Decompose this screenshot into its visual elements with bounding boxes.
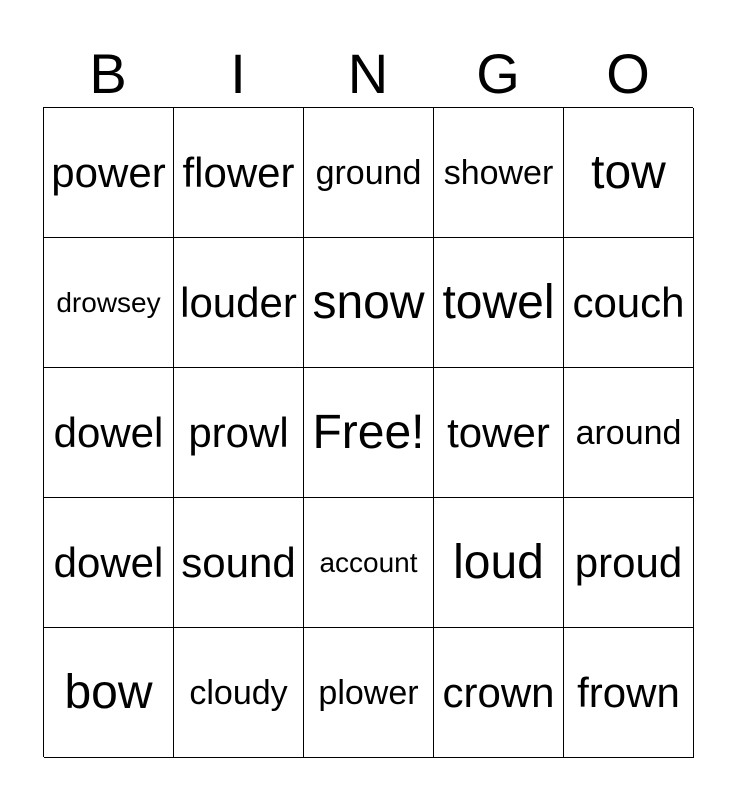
bingo-board xyxy=(43,107,693,757)
bingo-cell[interactable] xyxy=(564,498,694,628)
bingo-header xyxy=(43,40,693,108)
bingo-cell[interactable] xyxy=(304,498,434,628)
cell-word: snow xyxy=(312,275,425,329)
bingo-cell[interactable] xyxy=(434,108,564,238)
cell-word: plower xyxy=(318,673,419,712)
bingo-cell[interactable] xyxy=(174,238,304,368)
cell-word: drowsey xyxy=(56,286,161,318)
bingo-cell[interactable] xyxy=(174,368,304,498)
bingo-cell[interactable] xyxy=(44,628,174,758)
cell-word: cloudy xyxy=(189,673,288,712)
bingo-cell[interactable] xyxy=(44,108,174,238)
header-letter-o: O xyxy=(606,42,650,105)
bingo-cell[interactable] xyxy=(174,498,304,628)
header-letter-g: G xyxy=(476,42,520,105)
cell-word: shower xyxy=(443,153,554,192)
cell-word: couch xyxy=(572,278,685,326)
cell-word: frown xyxy=(577,668,680,716)
cell-word: tower xyxy=(447,408,550,456)
cell-word: flower xyxy=(182,148,295,196)
cell-word: power xyxy=(51,148,166,196)
cell-word: dowel xyxy=(53,538,164,586)
bingo-cell[interactable] xyxy=(44,238,174,368)
cell-word: dowel xyxy=(53,408,164,456)
bingo-cell[interactable] xyxy=(304,108,434,238)
free-space-label: Free! xyxy=(312,405,425,459)
header-letter-n: N xyxy=(347,42,389,105)
free-space-cell[interactable] xyxy=(304,368,434,498)
bingo-cell[interactable] xyxy=(304,238,434,368)
cell-word: ground xyxy=(315,153,422,192)
cell-word: towel xyxy=(442,275,555,329)
bingo-cell[interactable] xyxy=(304,628,434,758)
bingo-cell[interactable] xyxy=(564,108,694,238)
cell-word: crown xyxy=(442,668,555,716)
cell-word: bow xyxy=(64,665,153,719)
header-letter-b: B xyxy=(89,42,127,105)
bingo-cell[interactable] xyxy=(44,368,174,498)
bingo-cell[interactable] xyxy=(434,368,564,498)
cell-word: sound xyxy=(181,538,296,586)
cell-word: louder xyxy=(180,278,297,326)
bingo-cell[interactable] xyxy=(564,368,694,498)
bingo-cell[interactable] xyxy=(174,108,304,238)
bingo-cell[interactable] xyxy=(564,628,694,758)
bingo-cell[interactable] xyxy=(564,238,694,368)
cell-word: account xyxy=(319,546,418,578)
bingo-cell[interactable] xyxy=(174,628,304,758)
bingo-cell[interactable] xyxy=(434,498,564,628)
bingo-cell[interactable] xyxy=(434,628,564,758)
cell-word: around xyxy=(575,413,682,452)
header-letter-i: I xyxy=(230,42,246,105)
cell-word: proud xyxy=(574,538,683,586)
cell-word: prowl xyxy=(188,408,289,456)
bingo-cell[interactable] xyxy=(434,238,564,368)
cell-word: tow xyxy=(591,145,666,199)
cell-word: loud xyxy=(453,535,544,589)
bingo-cell[interactable] xyxy=(44,498,174,628)
